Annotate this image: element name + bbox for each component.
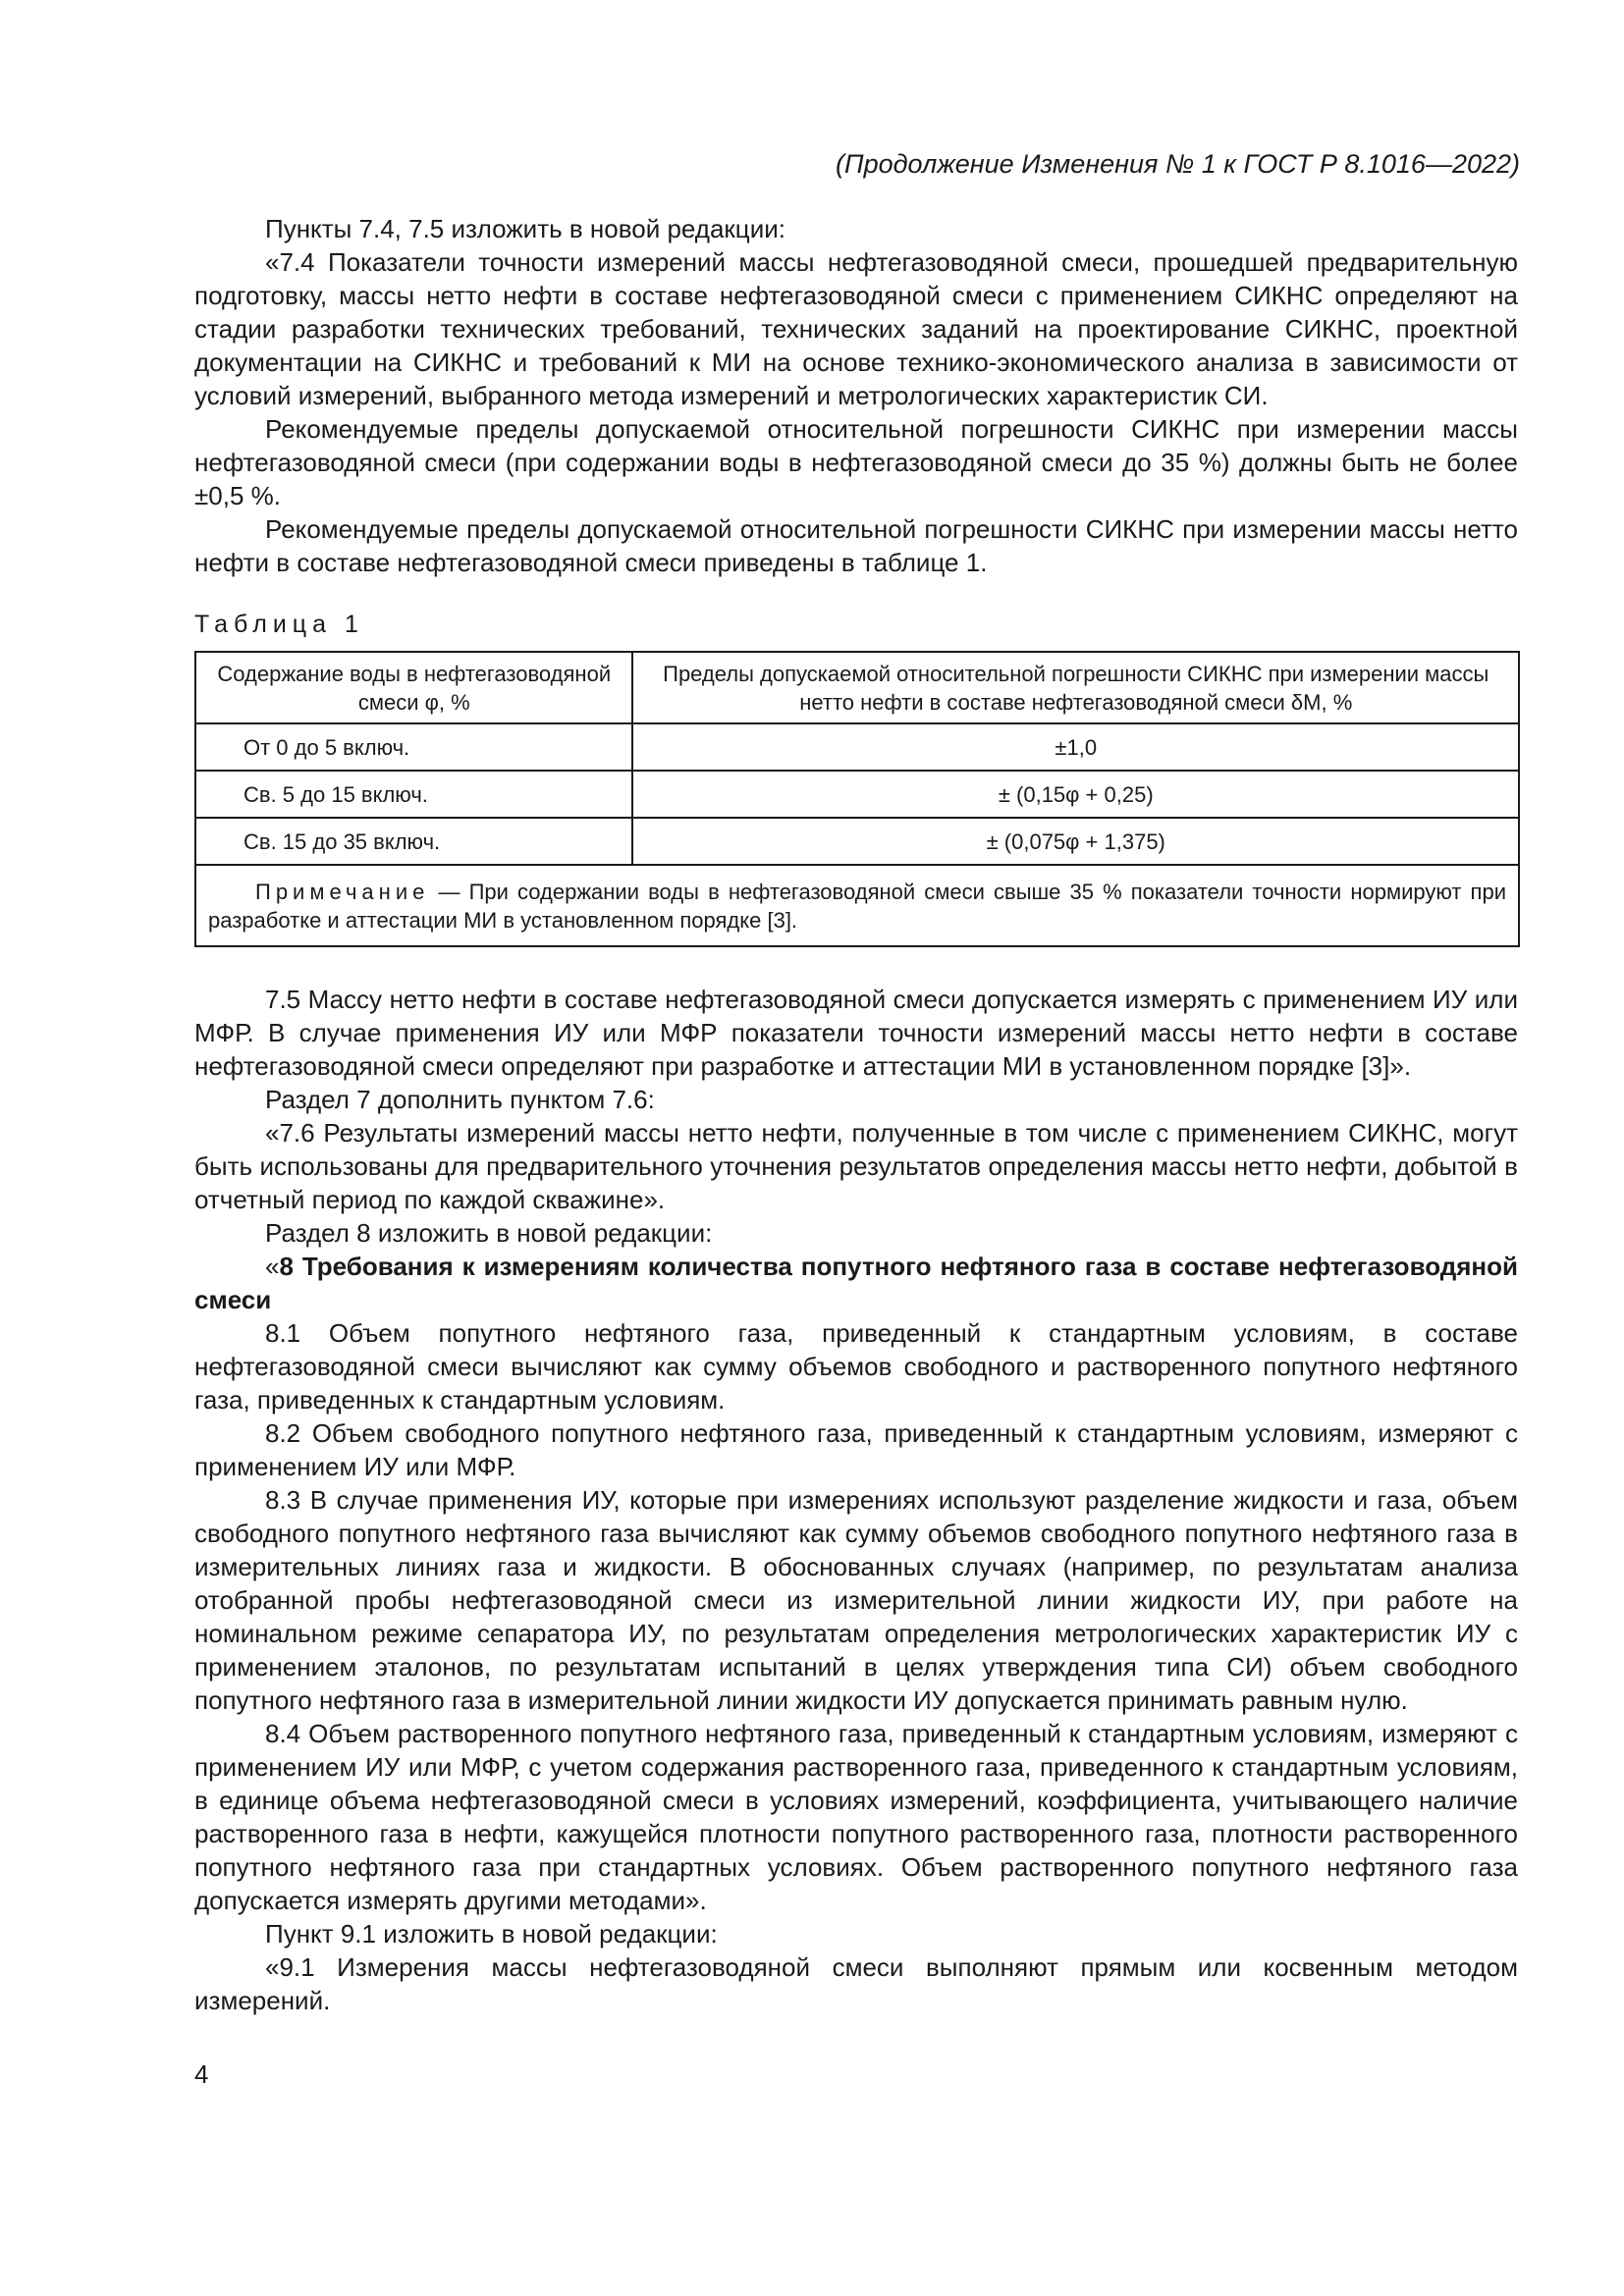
note-text: — При содержании воды в нефтегазоводяной смеси свыше 35 % показатели точности нормируют при разработке и аттестации МИ в установленном порядке [3]. (208, 879, 1506, 933)
table-cell: ± (0,15φ + 0,25) (632, 771, 1519, 818)
section-heading-text: 8 Требования к измерениям количества попутного нефтяного газа в составе нефтегазоводяной смеси (194, 1252, 1518, 1314)
table-cell: ±1,0 (632, 723, 1519, 771)
text-block-main (194, 983, 1518, 2017)
note-label: Примечание (255, 879, 430, 904)
paragraph: Рекомендуемые пределы допускаемой относительной погрешности СИКНС при измерении массы нетто нефти в составе нефтегазоводяной смеси приведены в таблице 1. (194, 514, 1518, 577)
page-header: (Продолжение Изменения № 1 к ГОСТ Р 8.1016—2022) (836, 149, 1520, 179)
paragraph: 8.4 Объем растворенного попутного нефтяного газа, приведенный к стандартным условиям, измеряют с применением ИУ или МФР, с учетом содержания растворенного газа, приведенного к стандартным условиям, в единице объема нефтегазоводяной смеси в условиях измерений, коэффициента, учитывающего наличие растворенного газа в нефти, кажущейся плотности попутного растворенного газа, плотности растворенного попутного нефтяного газа при стандартных условиях. Объем растворенного попутного нефтяного газа допускается измерять другими методами». (194, 1719, 1518, 1915)
table-cell: От 0 до 5 включ. (195, 723, 632, 771)
paragraph: 8.3 В случае применения ИУ, которые при измерениях используют разделение жидкости и газа, объем свободного попутного нефтяного газа вычисляют как сумму объемов свободного попутного нефтяного газа в измерительных линиях газа и жидкости. В обоснованных случаях (например, по результатам анализа отобранной пробы нефтегазоводяной смеси из измерительной линии жидкости ИУ, при работе на номинальном режиме сепаратора ИУ, по результатам определения метрологических характеристик ИУ с применением эталонов, по результатам испытаний в целях утверждения типа СИ) объем свободного попутного нефтяного газа в измерительной линии жидкости ИУ допускается принимать равным нулю. (194, 1485, 1518, 1715)
paragraph: «7.4 Показатели точности измерений массы нефтегазоводяной смеси, прошедшей предварительную подготовку, массы нетто нефти в составе нефтегазоводяной смеси с применением СИКНС определяют на стадии разработки технических требований, технических заданий на проектирование СИКНС, проектной документации на СИКНС и требований к МИ на основе технико-экономического анализа в зависимости от условий измерений, выбранного метода измерений и метрологических характеристик СИ. (194, 247, 1518, 410)
table-row (195, 771, 1519, 818)
paragraph: Раздел 7 дополнить пунктом 7.6: (265, 1085, 655, 1114)
table-note-row (195, 865, 1519, 946)
paragraph: Рекомендуемые пределы допускаемой относительной погрешности СИКНС при измерении массы нефтегазоводяной смеси (при содержании воды в нефтегазоводяной смеси до 35 %) должны быть не более ±0,5 %. (194, 414, 1518, 510)
paragraph: Пункт 9.1 изложить в новой редакции: (265, 1919, 718, 1949)
quote-mark: « (265, 1252, 280, 1281)
paragraph: 8.1 Объем попутного нефтяного газа, приведенный к стандартным условиям, в составе нефтегазоводяной смеси вычисляют как сумму объемов свободного и растворенного попутного нефтяного газа, приведенных к стандартным условиям. (194, 1318, 1518, 1415)
paragraph: Раздел 8 изложить в новой редакции: (265, 1218, 713, 1248)
table-cell: ± (0,075φ + 1,375) (632, 818, 1519, 865)
table-row (195, 723, 1519, 771)
data-table (194, 651, 1520, 947)
table-note (195, 865, 1519, 946)
table-cell: Св. 5 до 15 включ. (195, 771, 632, 818)
paragraph: «7.6 Результаты измерений массы нетто нефти, полученные в том числе с применением СИКНС, могут быть использованы для предварительного уточнения результатов определения массы нетто нефти, добытой в отчетный период по каждой скважине». (194, 1118, 1518, 1214)
section-heading (194, 1250, 1518, 1316)
table-row (195, 818, 1519, 865)
table-caption: Таблица 1 (194, 611, 364, 638)
page-number: 4 (194, 2059, 209, 2089)
table-header-row (195, 652, 1519, 723)
paragraph: 7.5 Массу нетто нефти в составе нефтегазоводяной смеси допускается измерять с применением ИУ или МФР. В случае применения ИУ или МФР показатели точности измерений массы нетто нефти в составе нефтегазоводяной смеси определяют при разработке и аттестации МИ в установленном порядке [3]». (194, 985, 1518, 1081)
paragraph: 8.2 Объем свободного попутного нефтяного газа, приведенный к стандартным условиям, измеряют с применением ИУ или МФР. (194, 1418, 1518, 1481)
table-cell: Св. 15 до 35 включ. (195, 818, 632, 865)
text-block-intro (194, 212, 1518, 579)
paragraph: «9.1 Измерения массы нефтегазоводяной смеси выполняют прямым или косвенным методом измерений. (194, 1952, 1518, 2015)
paragraph: Пункты 7.4, 7.5 изложить в новой редакции: (265, 214, 785, 243)
table-header-cell: Пределы допускаемой относительной погрешности СИКНС при измерении массы нетто нефти в составе нефтегазоводяной смеси δМ, % (632, 652, 1519, 723)
table-header-cell: Содержание воды в нефтегазоводяной смеси φ, % (195, 652, 632, 723)
